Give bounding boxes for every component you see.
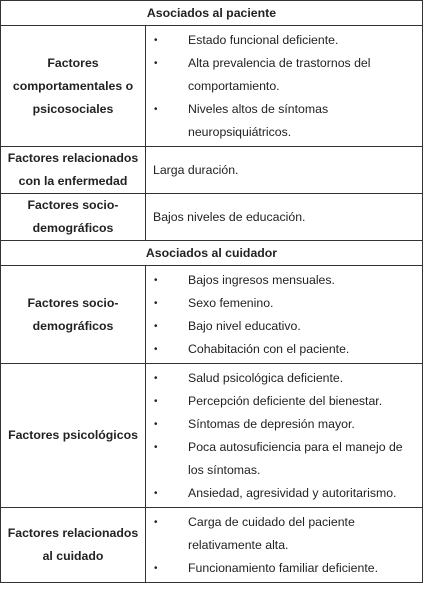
list-item-text: Alta prevalencia de trastornos del comportamiento. bbox=[188, 56, 371, 93]
row-label: Factores comportamentales o psicosociales bbox=[1, 26, 146, 147]
table-row bbox=[1, 194, 423, 241]
list-item-text: Cohabitación con el paciente. bbox=[188, 342, 350, 356]
table-row bbox=[1, 266, 423, 364]
bullet-list bbox=[154, 508, 418, 582]
row-content bbox=[146, 266, 423, 364]
bullet-icon: • bbox=[154, 321, 158, 332]
bullet-list bbox=[154, 364, 418, 507]
bullet-icon: • bbox=[154, 442, 158, 453]
bullet-list bbox=[154, 26, 418, 146]
section-header-row bbox=[1, 1, 423, 26]
list-item-text: Bajo nivel educativo. bbox=[188, 319, 301, 333]
bullet-icon: • bbox=[154, 344, 158, 355]
list-item bbox=[154, 52, 418, 98]
list-item bbox=[154, 390, 418, 413]
section-header-row bbox=[1, 241, 423, 266]
list-item-text: Síntomas de depresión mayor. bbox=[188, 417, 355, 431]
bullet-icon: • bbox=[154, 275, 158, 286]
row-content: Larga duración. bbox=[146, 147, 423, 194]
list-item bbox=[154, 367, 418, 390]
list-item bbox=[154, 436, 418, 482]
list-item bbox=[154, 292, 418, 315]
section-title-patient: Asociados al paciente bbox=[1, 1, 423, 26]
row-content: Bajos niveles de educación. bbox=[146, 194, 423, 241]
row-label: Factores socio-demográficos bbox=[1, 266, 146, 364]
row-label: Factores relacionados al cuidado bbox=[1, 508, 146, 583]
list-item bbox=[154, 315, 418, 338]
list-item-text: Estado funcional deficiente. bbox=[188, 33, 339, 47]
list-item-text: Poca autosuficiencia para el manejo de los síntomas. bbox=[188, 440, 403, 477]
list-item bbox=[154, 511, 418, 557]
table-row bbox=[1, 508, 423, 583]
list-item-text: Ansiedad, agresividad y autoritarismo. bbox=[188, 486, 397, 500]
row-content bbox=[146, 26, 423, 147]
list-item-text: Sexo femenino. bbox=[188, 296, 274, 310]
list-item bbox=[154, 482, 418, 505]
list-item-text: Bajos ingresos mensuales. bbox=[188, 273, 335, 287]
bullet-icon: • bbox=[154, 419, 158, 430]
list-item bbox=[154, 98, 418, 144]
list-item-text: Carga de cuidado del paciente relativamente alta. bbox=[188, 515, 355, 552]
bullet-icon: • bbox=[154, 373, 158, 384]
row-content bbox=[146, 364, 423, 508]
row-label: Factores psicológicos bbox=[1, 364, 146, 508]
bullet-icon: • bbox=[154, 298, 158, 309]
bullet-icon: • bbox=[154, 396, 158, 407]
list-item-text: Salud psicológica deficiente. bbox=[188, 371, 344, 385]
list-item bbox=[154, 413, 418, 436]
list-item bbox=[154, 557, 418, 580]
row-label: Factores socio-demográficos bbox=[1, 194, 146, 241]
table-row bbox=[1, 26, 423, 147]
table-row bbox=[1, 364, 423, 508]
bullet-list bbox=[154, 266, 418, 363]
table-row bbox=[1, 147, 423, 194]
bullet-icon: • bbox=[154, 104, 158, 115]
bullet-icon: • bbox=[154, 58, 158, 69]
list-item bbox=[154, 269, 418, 292]
bullet-icon: • bbox=[154, 517, 158, 528]
bullet-icon: • bbox=[154, 488, 158, 499]
section-title-caregiver: Asociados al cuidador bbox=[1, 241, 423, 266]
list-item bbox=[154, 29, 418, 52]
list-item-text: Niveles altos de síntomas neuropsiquiátricos. bbox=[188, 102, 329, 139]
list-item-text: Funcionamiento familiar deficiente. bbox=[188, 561, 379, 575]
list-item bbox=[154, 338, 418, 361]
row-label: Factores relacionados con la enfermedad bbox=[1, 147, 146, 194]
row-content bbox=[146, 508, 423, 583]
bullet-icon: • bbox=[154, 563, 158, 574]
list-item-text: Percepción deficiente del bienestar. bbox=[188, 394, 383, 408]
table-body bbox=[1, 1, 423, 583]
bullet-icon: • bbox=[154, 35, 158, 46]
